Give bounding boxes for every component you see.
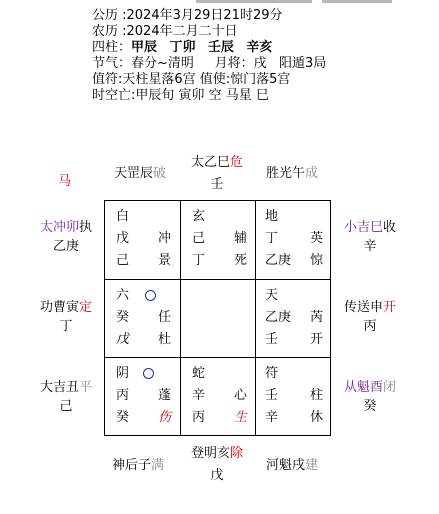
- left-bot-label: 大吉丑平 己: [39, 380, 93, 414]
- god-label: 地: [265, 209, 279, 224]
- sizhu-line: [92, 40, 272, 55]
- gongli-line: 公历 :2024年3月29日21时29分: [92, 8, 283, 23]
- right-mid-label: 传送申开 丙: [343, 300, 397, 334]
- top-right-label: 胜光午成: [266, 166, 319, 181]
- god-label: 阴: [116, 366, 130, 381]
- top-scroll-strip-right: [322, 0, 392, 3]
- sizhu-hour: 辛亥: [246, 40, 273, 55]
- palace-li: 玄 己 辅 丁 死: [192, 209, 248, 268]
- palace-zhen: 六 癸 任 戊 杜: [116, 288, 172, 347]
- bot-left-label: 神后子满: [112, 458, 165, 473]
- dun: 阳遁3局: [279, 56, 327, 71]
- top-left-label: 天罡辰破: [114, 166, 167, 181]
- god-label: 玄: [192, 209, 206, 224]
- ma-marker: 马: [58, 174, 72, 189]
- empty-circle-icon: [145, 290, 156, 301]
- palace-qian: 符 壬 柱 辛 休: [265, 366, 324, 425]
- sizhu-day: 壬辰: [207, 40, 234, 55]
- left-top-label: 太冲卯执 乙庚: [39, 220, 93, 254]
- bot-mid-label: 登明亥除 戊: [182, 446, 252, 484]
- god-label: 白: [116, 209, 130, 224]
- palace-xun: 白 戊 冲 己 景: [116, 209, 172, 268]
- palace-gen: 阴 丙 蓬 癸 伤: [116, 366, 172, 425]
- right-bot-label: 从魁酉闭 癸: [343, 380, 397, 414]
- jieqi: 节气：春分~清明: [92, 56, 194, 71]
- god-label: 符: [265, 366, 279, 381]
- left-mid-label: 功曹寅定 丁: [39, 300, 93, 334]
- top-mid-stem: 壬: [210, 177, 224, 192]
- top-mid-label: 太乙巳危 壬: [182, 155, 252, 193]
- nine-palace-grid: [104, 200, 331, 436]
- top-scroll-strip-left: [196, 0, 312, 3]
- god-label: 蛇: [192, 366, 206, 381]
- bot-right-label: 河魁戌建: [266, 458, 319, 473]
- god-label: 六: [116, 288, 130, 303]
- right-top-label: 小吉巳收 辛: [343, 220, 397, 254]
- empty-circle-icon: [143, 368, 154, 379]
- palace-kan: 蛇 辛 心 丙 生: [192, 366, 248, 425]
- sizhu-month: 丁卯: [169, 40, 196, 55]
- palace-kun: 地 丁 英 乙庚 惊: [265, 209, 324, 268]
- jieqi-line: [92, 56, 326, 71]
- god-label: 天: [265, 288, 279, 303]
- zhifu-line: 值符:天柱星落6宫 值使:惊门落5宫: [92, 72, 291, 87]
- nongli-line: 农历 :2024年二月二十日: [92, 24, 238, 39]
- sizhu-year: 甲辰: [131, 40, 158, 55]
- yuejiang: 月将：戌: [214, 56, 267, 71]
- shikong-line: 时空亡:甲辰旬 寅卯 空 马星 巳: [92, 88, 269, 103]
- bot-mid-stem: 戊: [210, 468, 224, 483]
- sizhu-label: 四柱：: [92, 40, 132, 55]
- palace-dui: 天 乙庚 芮 壬 开: [265, 288, 324, 347]
- palace-center: [181, 280, 255, 357]
